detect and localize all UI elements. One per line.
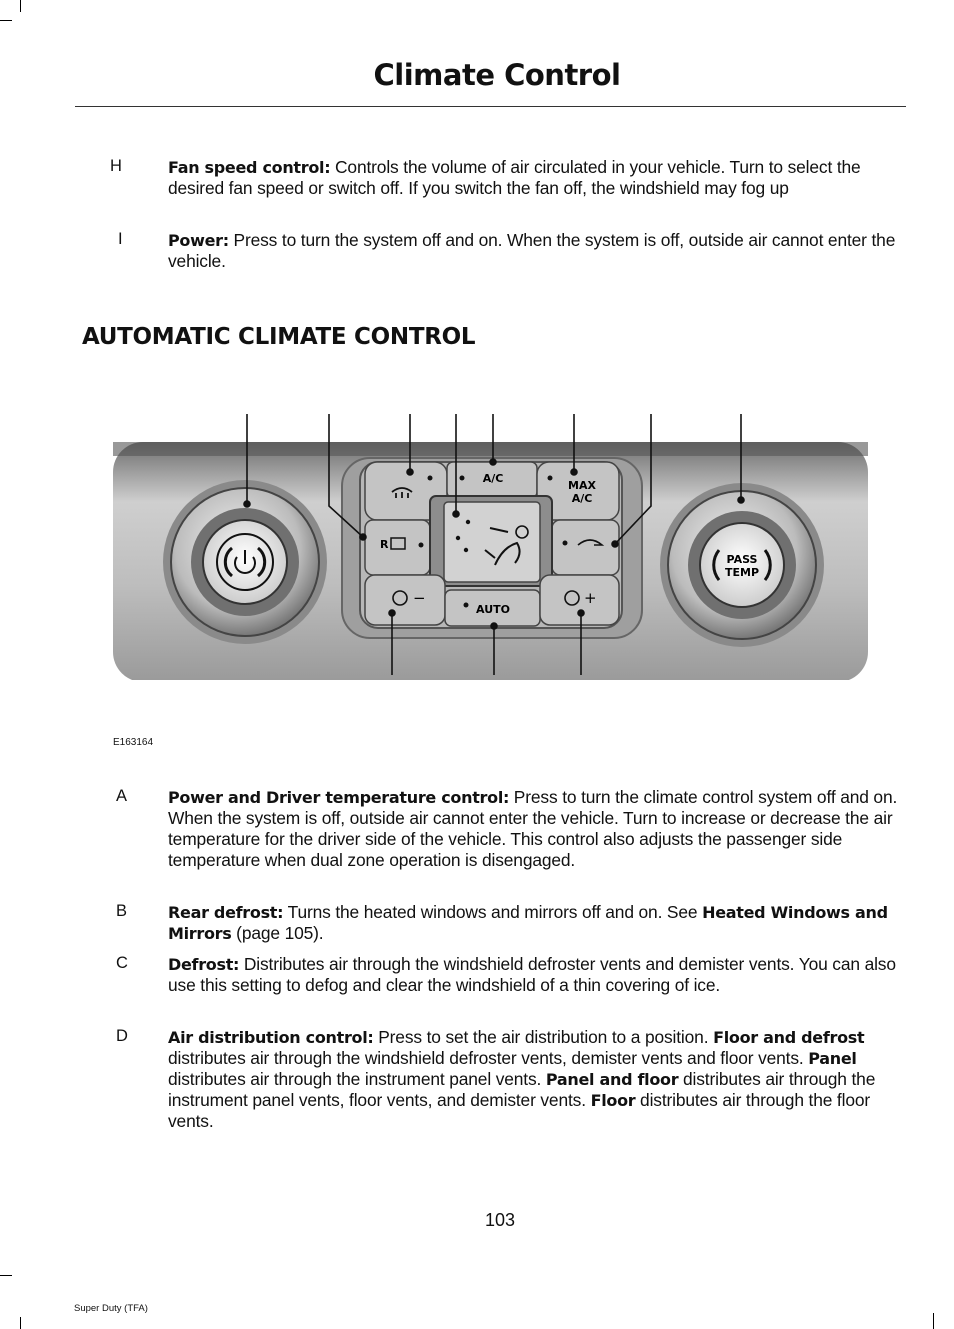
crop-mark (0, 20, 12, 21)
mode-term: Floor and defrost (713, 1028, 865, 1047)
mode-description: distributes air through the instrument panel vents. (168, 1069, 546, 1089)
item-term: Air distribution control: (168, 1028, 374, 1047)
item-text (168, 954, 900, 996)
item-description: Controls the volume of air circulated in your vehicle. Turn to select the desired fan speed or switch off. If you switch the fan off, the windshield may fog up (168, 157, 861, 198)
rear-defrost-button[interactable] (365, 520, 430, 575)
definition-item-c (110, 954, 900, 996)
fan-plus-label: + (584, 589, 597, 607)
item-term: Rear defrost: (168, 903, 284, 922)
item-letter: B (116, 902, 128, 920)
item-term: Power and Driver temperature control: (168, 788, 510, 807)
item-term: Defrost: (168, 955, 240, 974)
item-description: Turns the heated windows and mirrors off and on. See (283, 902, 703, 922)
climate-control-panel-figure (110, 410, 870, 680)
mode-description: distributes air through the instrument panel vents, floor vents, and demister vents. (168, 1069, 876, 1110)
item-letter: H (110, 157, 122, 175)
crop-mark (20, 1317, 21, 1329)
item-text (168, 230, 900, 272)
page-number: 103 (484, 1210, 516, 1230)
item-text (168, 1027, 900, 1132)
item-letter: A (116, 787, 128, 805)
pass-temp-label-line1: PASS (726, 553, 758, 566)
item-description: Press to set the air distribution to a position. (373, 1027, 714, 1047)
definition-item-d (110, 1027, 900, 1132)
definition-item-b (110, 902, 900, 944)
fan-minus-label: − (413, 589, 426, 607)
pass-temp-label-line2: TEMP (724, 566, 760, 579)
item-text (168, 787, 900, 871)
fan-speed-down-button[interactable] (365, 575, 445, 625)
mode-term: Floor (590, 1091, 636, 1110)
item-letter: D (116, 1027, 128, 1045)
header-rule (75, 106, 906, 107)
ac-button[interactable] (447, 462, 537, 498)
page-reference: (page 105). (231, 923, 324, 943)
crop-mark (933, 1313, 934, 1329)
auto-button[interactable] (445, 590, 540, 626)
fan-speed-up-button[interactable] (540, 575, 619, 625)
page-title: Climate Control (373, 58, 621, 92)
footer-text: Super Duty (TFA) (74, 1303, 148, 1314)
definition-item-a (110, 787, 900, 871)
mode-description: distributes air through the windshield defroster vents, demister vents and floor vents. (168, 1048, 809, 1068)
item-term: Power: (168, 231, 229, 250)
item-description: Distributes air through the windshield defroster vents and demister vents. You can also use this setting to defog and clear the windshield of a thin covering of ice. (168, 954, 896, 995)
item-letter: I (118, 230, 123, 248)
item-text (168, 902, 900, 944)
mode-term: Panel (808, 1049, 857, 1068)
ac-label: A/C (482, 472, 504, 485)
item-description: Press to turn the climate control system off and on. When the system is off, outside air cannot enter the vehicle. Turn to increase or decrease the air temperature for the driver side of the vehicle. This control also adjusts the passenger side temperature when dual zone operation is disengaged. (168, 787, 898, 870)
max-ac-label-line1: MAX (568, 479, 596, 492)
item-text (168, 157, 900, 199)
max-ac-label-line2: A/C (571, 492, 593, 505)
passenger-temperature-knob[interactable] (660, 483, 824, 647)
cross-reference-link[interactable]: Heated Windows and Mirrors (168, 903, 888, 943)
recirculation-button[interactable] (552, 520, 619, 575)
item-description: Press to turn the system off and on. When the system is off, outside air cannot enter the vehicle. (168, 230, 896, 271)
crop-mark (0, 1275, 12, 1276)
definition-item-h (110, 157, 900, 199)
definition-item-i (110, 230, 900, 272)
mode-description: distributes air through the floor vents. (168, 1090, 871, 1131)
recirc-r-label: R (380, 538, 389, 551)
mode-term: Panel and floor (545, 1070, 679, 1089)
item-letter: C (116, 954, 128, 972)
item-term: Fan speed control: (168, 158, 331, 177)
figure-code: E163164 (113, 737, 154, 748)
auto-label: AUTO (476, 603, 510, 616)
air-distribution-button[interactable] (430, 496, 552, 586)
section-heading: AUTOMATIC CLIMATE CONTROL (82, 324, 476, 350)
crop-mark (20, 0, 21, 12)
